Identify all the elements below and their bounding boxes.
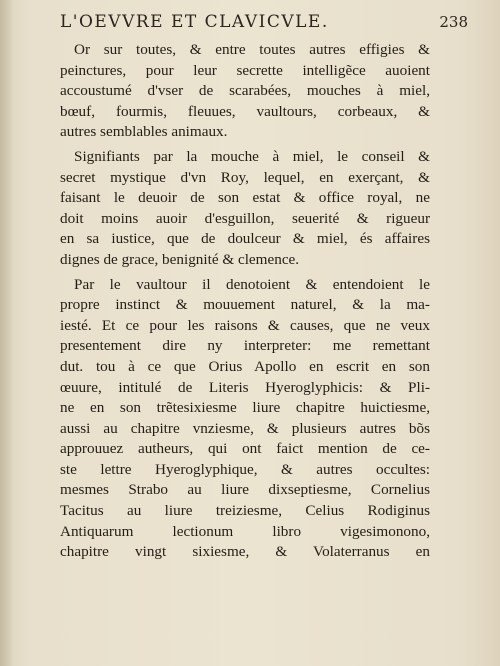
text-line: secret mystique d'vn Roy, lequel, en exerçant, & — [60, 168, 430, 186]
paragraph-1 — [60, 40, 430, 143]
text-line: en sa iustice, que de doulceur & miel, és affaires — [60, 230, 430, 248]
show-through-texture — [320, 535, 470, 595]
running-title: L'OEVVRE ET CLAVICVLE. — [60, 12, 329, 32]
text-line: accoustumé d'vser de scarabées, mouches à miel, — [60, 82, 430, 100]
text-line: ne en son trẽtesixiesme liure chapitre huictiesme, — [60, 399, 430, 417]
body-text — [60, 40, 430, 567]
text-line: autres semblables animaux. — [60, 123, 228, 141]
text-line: faisant le deuoir de son estat & office royal, ne — [60, 189, 430, 207]
text-line: chapitre vingt sixiesme, & Volaterranus en — [60, 543, 430, 561]
text-line: iesté. Et ce pour les raisons & causes, que ne veux — [60, 316, 430, 334]
text-line: Par le vaultour il denotoient & entendoient le — [74, 275, 430, 293]
text-line: dut. tou à ce que Orius Apollo en escrit en son — [60, 357, 430, 375]
paragraph-3 — [60, 275, 430, 563]
text-line: ste lettre Hyeroglyphique, & autres occultes: — [60, 460, 430, 478]
text-line: Antiquarum lectionum libro vigesimonono, — [60, 522, 430, 540]
text-line: doit moins auoir d'esguillon, seuerité & rigueur — [60, 209, 430, 227]
text-line: bœuf, fourmis, fleuues, vaultours, corbeaux, & — [60, 102, 430, 120]
text-line: peinctures, pour leur secrette intelligẽce auoient — [60, 61, 430, 79]
text-line: Signifiants par la mouche à miel, le conseil & — [74, 147, 430, 165]
text-line: œuure, intitulé de Literis Hyeroglyphicis: & Pli- — [60, 378, 430, 396]
running-header — [60, 12, 468, 32]
text-line: Or sur toutes, & entre toutes autres effigies & — [74, 41, 430, 58]
text-line: aussi au chapitre vnziesme, & plusieurs autres bõs — [60, 419, 430, 437]
text-line: approuuez autheurs, qui ont faict mention de ce- — [60, 440, 430, 458]
text-line: propre instinct & mouuement naturel, & la ma- — [60, 296, 430, 314]
text-line: dignes de grace, benignité & clemence. — [60, 250, 300, 268]
text-line: mesmes Strabo au liure dixseptiesme, Cornelius — [60, 481, 430, 499]
paragraph-2 — [60, 147, 430, 271]
text-line: Tacitus au liure treiziesme, Celius Rodiginus — [60, 502, 430, 520]
text-line: presentement dire ny interpreter: me remettant — [60, 337, 430, 355]
page-number: 238 — [439, 13, 468, 31]
gutter-shadow — [0, 0, 14, 666]
